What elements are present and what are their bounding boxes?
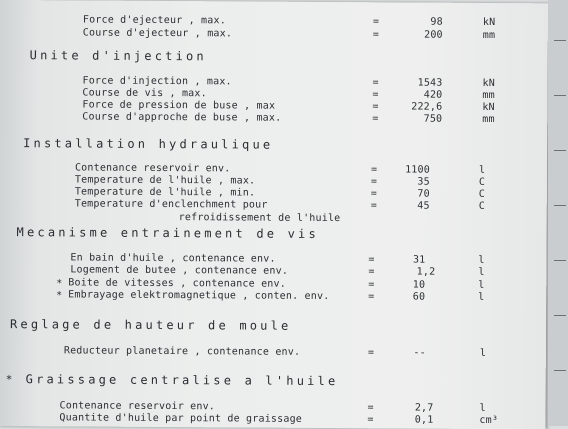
spec-row (82, 27, 523, 42)
spec-value: 45 (417, 200, 430, 212)
spec-unit: mm (482, 113, 495, 126)
spec-unit: l (479, 347, 487, 359)
spec-equals: = (368, 291, 375, 303)
binder-edge (548, 0, 568, 426)
spec-value: 1543 (417, 77, 443, 89)
spec-value: 0,1 (414, 414, 434, 426)
spec-label: En bain d'huile , contenance env. (70, 252, 276, 265)
spec-unit: C (478, 176, 486, 188)
spec-label: Course d'ejecteur , max. (82, 27, 233, 40)
spec-label: Force d'ejecteur , max. (82, 14, 226, 27)
spec-equals: = (372, 101, 379, 113)
spec-equals: = (372, 77, 379, 89)
spec-row (74, 186, 522, 200)
spec-value: 1100 (405, 164, 431, 176)
spec-label: Temperature de l'huile , min. (74, 186, 256, 199)
spec-label: Course d'approche de buse , max. (82, 111, 282, 124)
spec-row (82, 99, 522, 114)
spec-row (74, 162, 522, 176)
spec-unit: kN (482, 16, 496, 29)
spec-value: 750 (423, 113, 443, 125)
spec-equals: = (372, 16, 380, 28)
spec-row (70, 252, 521, 266)
spec-equals: = (370, 188, 378, 200)
section-title-injection: Unite d'injection (29, 48, 207, 64)
spec-unit: l (478, 266, 485, 278)
spec-unit: C (478, 200, 486, 212)
bullet-mark: * (5, 373, 13, 387)
spec-value: 98 (430, 16, 443, 28)
spec-label: Logement de butee , contenance env. (70, 264, 289, 277)
spec-unit: l (478, 254, 485, 266)
spec-value: 60 (412, 291, 426, 303)
spec-label: Reducteur planetaire , contenance env. (63, 345, 301, 358)
spec-unit: l (478, 279, 485, 291)
spec-row (82, 87, 522, 102)
section-title-mecanisme: Mecanisme entrainement de vis (16, 225, 319, 241)
spec-row (59, 412, 520, 427)
spec-label: Force d'injection , max. (82, 75, 232, 88)
spec-row (82, 75, 523, 90)
spec-label: Embrayage elektromagnetique , conten. env. (68, 289, 330, 303)
spec-equals: = (367, 402, 374, 414)
spec-equals: = (368, 254, 375, 266)
spec-unit: l (479, 402, 486, 414)
spec-label: Temperature de l'huile , max. (74, 174, 256, 187)
spec-row (82, 14, 523, 29)
spec-equals: = (370, 164, 378, 176)
spec-row (70, 264, 521, 278)
spec-unit: l (478, 291, 485, 303)
spec-unit: cm³ (479, 414, 499, 427)
spec-row (82, 111, 522, 126)
spec-value: 2,7 (414, 402, 434, 414)
spec-unit: kN (482, 77, 495, 90)
section-title-graissage: Graissage centralise a l'huile (25, 372, 339, 389)
spec-row (63, 345, 521, 359)
spec-equals: = (370, 200, 378, 212)
section-title-reglage: Reglage de hauteur de moule (9, 317, 292, 333)
spec-value: 1,2 (416, 266, 436, 278)
spec-row (68, 289, 521, 303)
spec-unit: C (478, 188, 486, 200)
spec-value: 222,6 (411, 101, 443, 113)
spec-label: Force de pression de buse , max (82, 99, 276, 112)
spec-label: refroidissement de l'huile (178, 212, 341, 225)
spec-value: 420 (423, 89, 443, 101)
spec-row (74, 174, 522, 188)
spec-value: 31 (412, 254, 426, 266)
spec-unit: kN (482, 101, 495, 114)
spec-row (59, 400, 521, 414)
spec-unit: l (478, 164, 486, 176)
spec-equals: = (368, 279, 375, 291)
section-title-hydraulique: Installation hydraulique (23, 136, 274, 152)
spec-equals: = (372, 89, 379, 101)
spec-row (68, 277, 521, 291)
spec-label: Temperature d'enclenchment pour (74, 198, 268, 211)
spec-value: -- (413, 347, 426, 359)
spec-equals: = (370, 176, 378, 188)
spec-equals: = (368, 266, 375, 278)
spec-value: 70 (417, 188, 430, 200)
spec-row-continuation (179, 212, 341, 224)
spec-label: Boite de vitesses , contenance env. (68, 277, 287, 290)
bullet-mark: * (56, 290, 63, 302)
bullet-mark: * (56, 278, 63, 290)
spec-equals: = (372, 113, 379, 125)
spec-label: Quantite d'huile par point de graissage (59, 412, 303, 425)
spec-value: 10 (412, 279, 426, 291)
spec-value: 200 (424, 29, 443, 41)
spec-label: Course de vis , max. (82, 87, 207, 100)
spec-unit: mm (482, 29, 496, 42)
spec-equals: = (367, 414, 374, 426)
spec-equals: = (367, 347, 375, 359)
spec-row (74, 198, 522, 212)
spec-value: 35 (417, 176, 430, 188)
spec-unit: mm (482, 89, 495, 102)
spec-equals: = (372, 29, 380, 41)
spec-label: Contenance reservoir env. (74, 162, 231, 175)
spec-label: Contenance reservoir env. (59, 400, 216, 413)
